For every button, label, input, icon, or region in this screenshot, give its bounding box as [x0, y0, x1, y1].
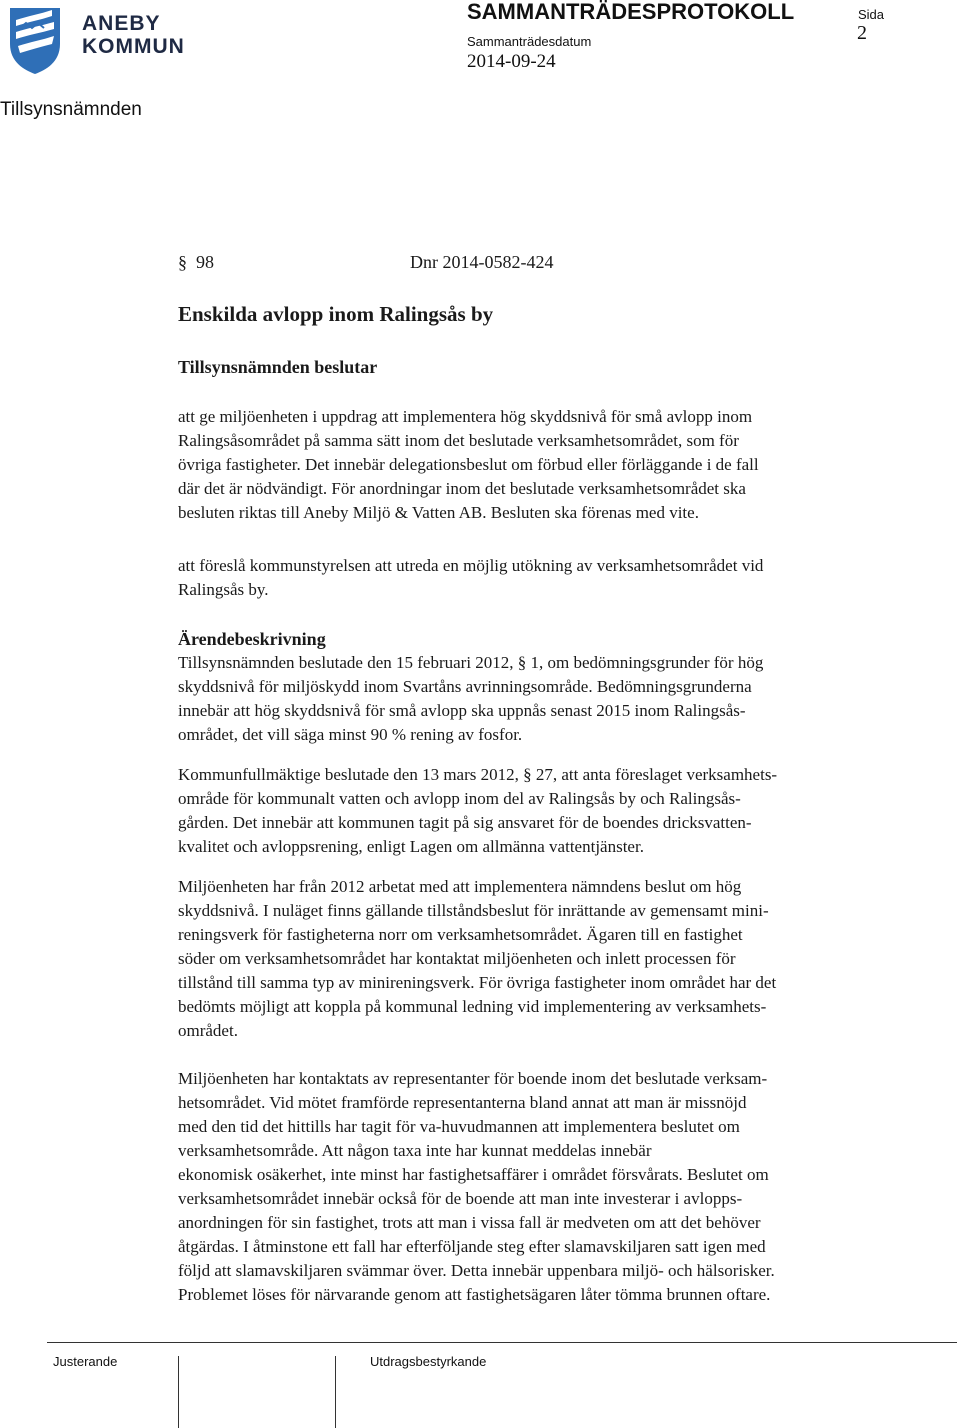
case-paragraph-2: Kommunfullmäktige beslutade den 13 mars 2012, § 27, att anta föreslaget verksamhets- område för kommunalt vatten och avlopp inom del av Ralingsås by och Ralingsås- gården. Det innebär att kommunen tagit på sig ansvaret för de boendes dricksvatten- kvalitet och avloppsrening, enligt Lagen om allmänna vattentjänster.: [178, 765, 778, 856]
section-number: 98: [196, 252, 214, 272]
logo-line-2: KOMMUN: [82, 35, 185, 58]
meeting-date-label: Sammanträdesdatum: [467, 34, 592, 49]
case-paragraph-4: Miljöenheten har kontaktats av representanter för boende inom det beslutade verksam- hetsområdet. Vid mötet framförde representanterna bland annat att man är missnöjd med den tid det hittills har tagit för va-huvudmannen att implementera beslutet om verksamhetsområde. Att någon taxa inte har kunnat meddelas innebär ekonomisk osäkerhet, inte minst har fastighetsaffärer i området försvårats. Beslutet om verksamhetsområdet innebär också för de boende att man inte investerar i avlopps- anordningen för sin fastighet, trots att man i vissa fall är medveten om att det behöver åtgärdas. I åtminstone ett fall har efterföljande steg efter slamavskiljaren satt igen med följd att slamavskiljaren svämmar över. Detta innebär uppenbara miljö- och hälsorisker. Problemet löses för närvarande genom att fastighetsägaren låter tömma brunnen oftare.: [178, 1069, 775, 1304]
decision-paragraph-2: att föreslå kommunstyrelsen att utreda en möjlig utökning av verksamhetsområdet vid Ralingsås by.: [178, 556, 764, 599]
case-paragraph-1: Tillsynsnämnden beslutade den 15 februari 2012, § 1, om bedömningsgrunder för hög skyddsnivå för miljöskydd inom Svartåns avrinningsområde. Bedömningsgrunderna innebär att hög skyddsnivå för små avlopp ska uppnås senast 2015 inom Ralingsås- området, det vill säga minst 90 % rening av fosfor.: [178, 653, 764, 744]
committee-name: Tillsynsnämnden: [0, 99, 142, 120]
protocol-title: SAMMANTRÄDESPROTOKOLL: [467, 0, 795, 24]
aneby-logo-wordmark: [82, 12, 185, 58]
case-description-heading: Ärendebeskrivning: [178, 629, 326, 649]
signature-box-divider-2: [335, 1356, 336, 1428]
decision-paragraph-1: att ge miljöenheten i uppdrag att implementera hög skyddsnivå för små avlopp inom Ralingsåsområdet på samma sätt inom det beslutade verksamhetsområdet, som för övriga fastigheter. Det innebär delegationsbeslut om förbud eller förläggande i de fall där det är nödvändigt. För anordningar inom det beslutade verksamhetsområdet ska besluten riktas till Aneby Miljö & Vatten AB. Besluten ska förenas med vite.: [178, 407, 759, 522]
signature-box-divider-1: [178, 1356, 179, 1428]
decision-heading: Tillsynsnämnden beslutar: [178, 357, 378, 377]
justerande-label: Justerande: [53, 1354, 118, 1369]
section-reference: [178, 249, 554, 275]
page-label: Sida: [858, 7, 885, 22]
page-number: 2: [857, 22, 867, 44]
footer-divider: [47, 1342, 957, 1343]
section-symbol: §: [178, 252, 187, 272]
case-paragraph-3: Miljöenheten har från 2012 arbetat med att implementera nämndens beslut om hög skyddsnivå. I nuläget finns gällande tillståndsbeslut för inrättande av gemensamt mini- reningsverk för fastigheterna norr om verksamhetsområdet. Ägaren till en fastighet söder om verksamhetsområdet har kontaktat miljöenheten och inlett processen för tillstånd till samma typ av minireningsverk. För övriga fastigheter inom området har det bedömts möjligt att koppla på kommunal ledning vid implementering av verksamhets- området.: [178, 877, 777, 1040]
document-title: Enskilda avlopp inom Ralingsås by: [178, 302, 494, 326]
diary-number: Dnr 2014-0582-424: [410, 252, 554, 272]
aneby-logo-shield-icon: [6, 6, 64, 76]
logo-line-1: ANEBY: [82, 12, 161, 35]
utdragsbestyrkande-label: Utdragsbestyrkande: [370, 1354, 487, 1369]
meeting-date-value: 2014-09-24: [467, 51, 556, 72]
